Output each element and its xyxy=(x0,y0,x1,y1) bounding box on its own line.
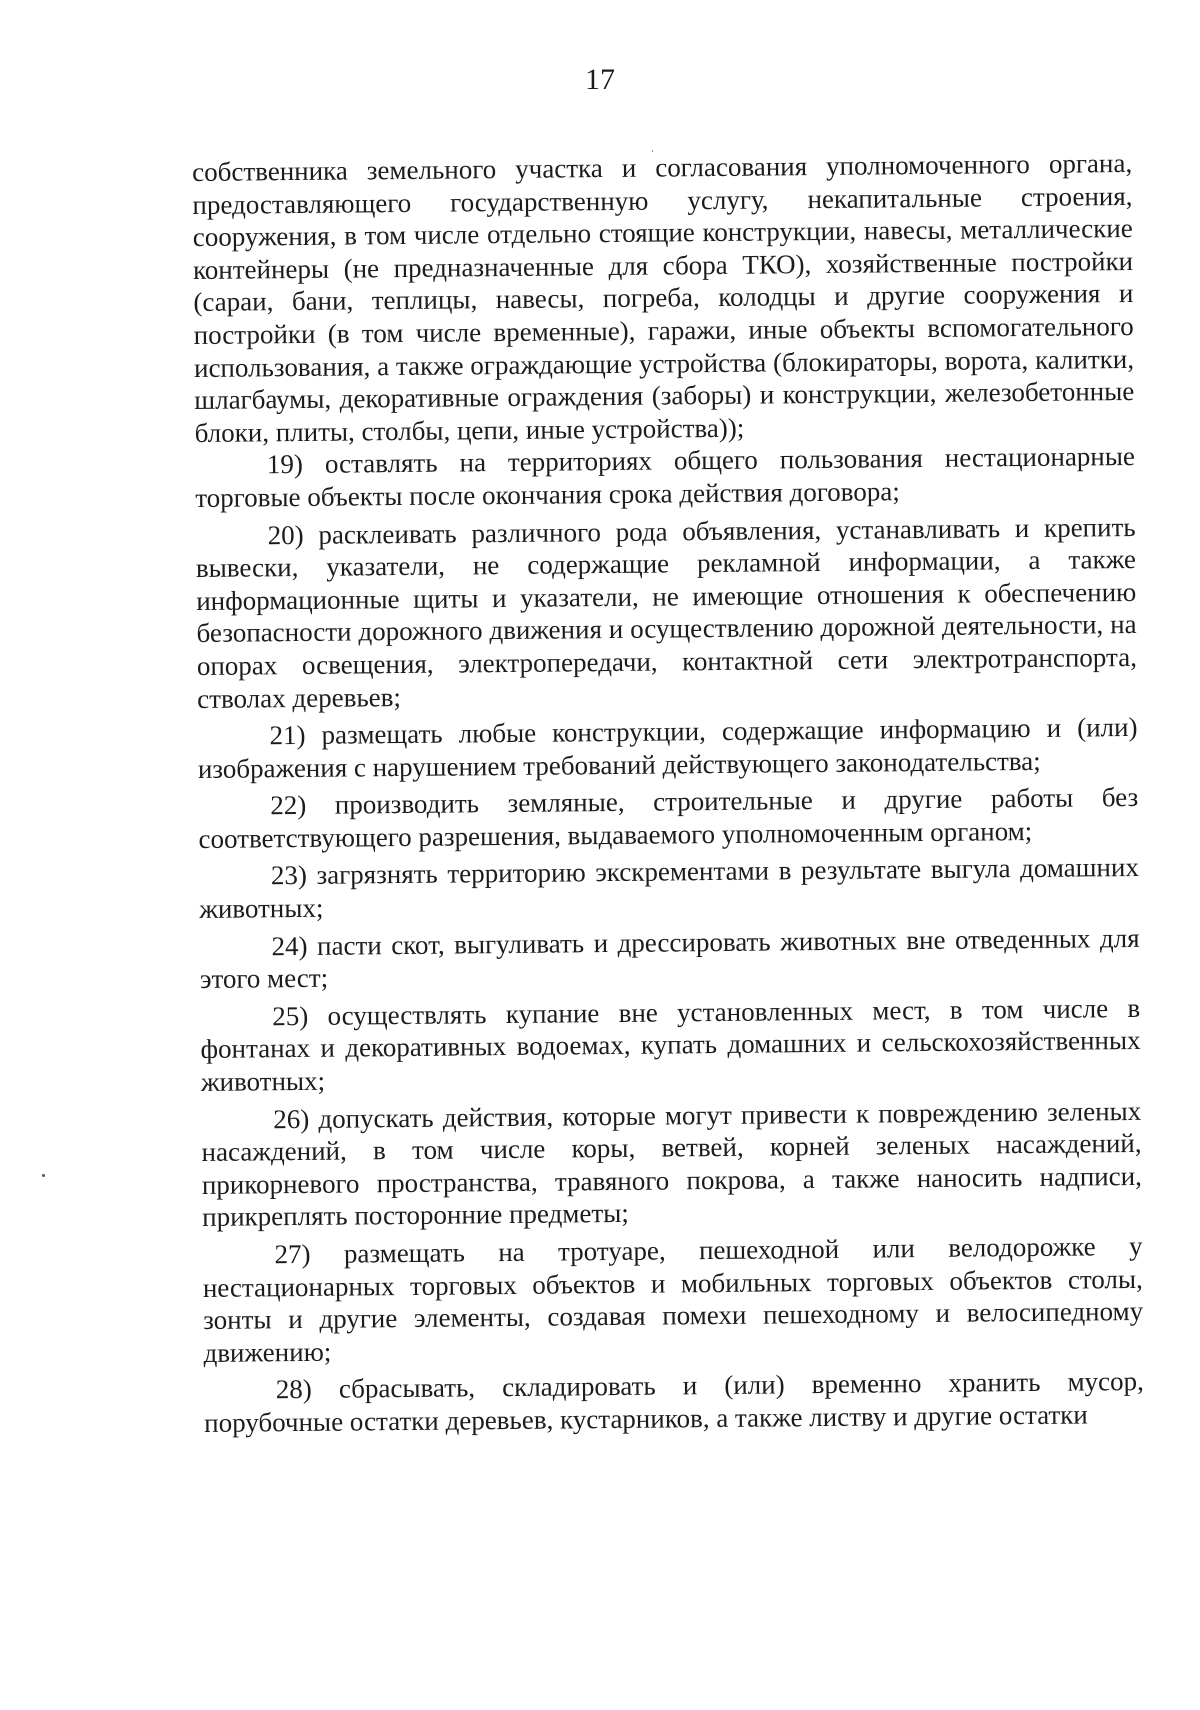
list-item-19: 19) оставлять на территориях общего пользования нестационарные торговые объекты после окончания срока действия договора; xyxy=(195,441,1136,513)
list-item-21: 21) размещать любые конструкции, содержащие информацию и (или) изображения с нарушением требований действующего законодательства; xyxy=(197,712,1138,784)
list-item-26: 26) допускать действия, которые могут привести к повреждению зеленых насаждений, в том числе коры, ветвей, корней зеленых насаждений, прикорневого пространства, травяного покрова, а также наносить надписи, прикреплять посторонние предметы; xyxy=(201,1095,1142,1233)
list-item-23: 23) загрязнять территорию экскрементами в результате выгула домашних животных; xyxy=(199,852,1140,925)
paragraph-continued: собственника земельного участка и согласования уполномоченного органа, предоставляющего государственную услугу, некапитальные строения, сооружения, в том числе отдельно стоящие конструкции, навесы, металлические контейнеры (не предназначенные для сбора ТКО), хозяйственные постройки (сараи, бани, теплицы, навесы, погреба, колодцы и другие сооружения и постройки (в том числе временные), гаражи, иные объекты вспомогательного использования, а также ограждающие устройства (блокираторы, ворота, калитки, шлагбаумы, декоративные ограждения (заборы) и конструкции, железобетонные блоки, плиты, столбы, цепи, иные устройства)); xyxy=(192,147,1135,448)
list-item-27: 27) размещать на тротуаре, пешеходной или велодорожке у нестационарных торговых объектов и мобильных торговых объектов столы, зонты и другие элементы, создавая помехи пешеходному и велосипедному движению; xyxy=(202,1230,1144,1368)
scan-speck xyxy=(42,1174,45,1177)
list-item-25: 25) осуществлять купание вне установленных мест, в том числе в фонтанах и декоративных водоемах, купать домашних и сельскохозяйственных животных; xyxy=(200,992,1141,1097)
document-body xyxy=(192,147,1144,1440)
list-item-22: 22) производить земляные, строительные и другие работы без соответствующего разрешения, выдаваемого уполномоченным органом; xyxy=(198,782,1139,854)
list-item-28: 28) сбрасывать, складировать и (или) временно хранить мусор, порубочные остатки деревьев, кустарников, а также листву и другие остатки xyxy=(204,1366,1144,1438)
list-item-20: 20) расклеивать различного рода объявления, устанавливать и крепить вывески, указатели, не содержащие рекламной информации, а также информационные щиты и указатели, не имеющие отношения к обеспечению безопасности дорожного движения и осуществлению дорожной деятельности, на опорах освещения, электропередачи, контактной сети электротранспорта, стволах деревьев; xyxy=(195,511,1137,714)
list-item-24: 24) пасти скот, выгуливать и дрессировать животных вне отведенных для этого мест; xyxy=(199,922,1140,995)
page-number: 17 xyxy=(585,63,615,96)
